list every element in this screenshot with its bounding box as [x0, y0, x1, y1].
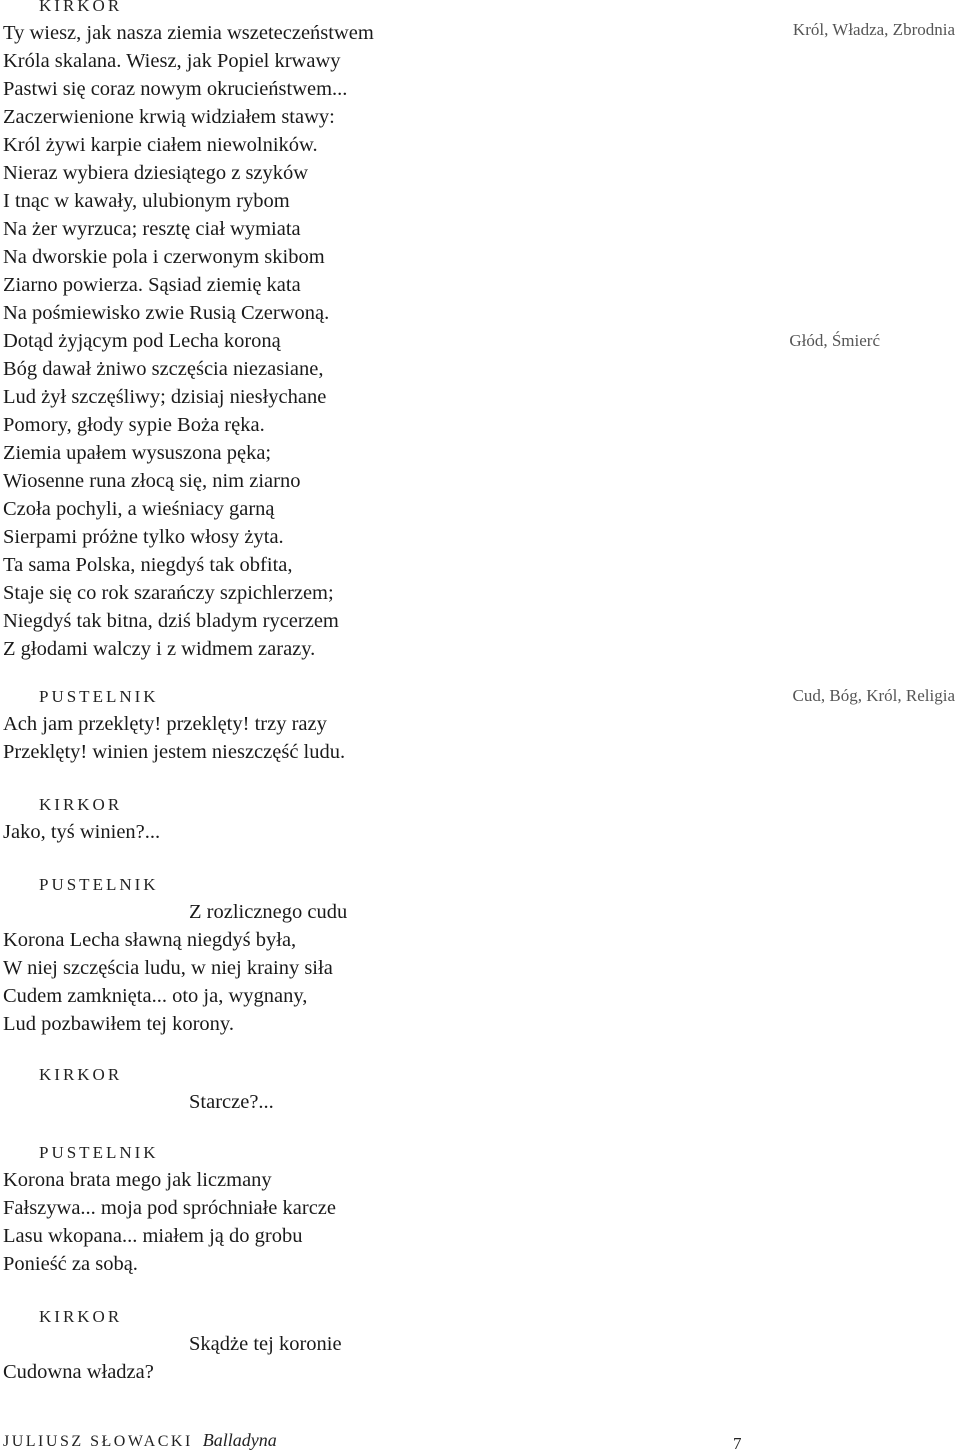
dialogue-block	[3, 684, 345, 766]
text-column	[3, 0, 703, 1383]
verse-line: Fałszywa... moja pod spróchniałe karcze	[3, 1197, 337, 1219]
footer-title: Balladyna	[202, 1430, 277, 1450]
verse-line-indented: Skądże tej koronie	[189, 1333, 342, 1355]
verse-line: Z głodami walczy i z widmem zarazy.	[3, 638, 316, 660]
verse-line: Pomory, głody sypie Boża ręka.	[3, 414, 265, 436]
verse-line: Lud pozbawiłem tej korony.	[3, 1013, 234, 1035]
verse-line: Sierpami próżne tylko włosy żyta.	[3, 526, 284, 548]
speaker-name: PUSTELNIK	[39, 1143, 159, 1162]
footer-author: JULIUSZ SŁOWACKI	[3, 1433, 193, 1450]
verse-line-indented: Starcze?...	[189, 1091, 274, 1113]
verse-line: Korona brata mego jak liczmany	[3, 1169, 272, 1191]
verse-line: Wiosenne runa złocą się, nim ziarno	[3, 470, 301, 492]
verse-line: Przeklęty! winien jestem nieszczęść ludu.	[3, 741, 346, 763]
verse-line: Zaczerwienione krwią widziałem stawy:	[3, 106, 335, 128]
verse-line: W niej szczęścia ludu, w niej krainy siła	[3, 957, 333, 979]
verse-line: Niegdyś tak bitna, dziś bladym rycerzem	[3, 610, 339, 632]
page-footer	[3, 1430, 953, 1452]
dialogue-block	[3, 0, 703, 663]
verse-line: Jako, tyś winien?...	[3, 821, 161, 843]
verse-line: I tnąc w kawały, ulubionym rybom	[3, 190, 290, 212]
verse-line: Ponieść za sobą.	[3, 1253, 138, 1275]
dialogue-block	[3, 792, 160, 846]
speaker-name: KIRKOR	[39, 795, 123, 814]
verse-line: Nieraz wybiera dziesiątego z szyków	[3, 162, 309, 184]
verse-line: Cudem zamknięta... oto ja, wygnany,	[3, 985, 308, 1007]
verse-line: Lud żył szczęśliwy; dzisiaj niesłychane	[3, 386, 327, 408]
verse-line: Na żer wyrzuca; resztę ciał wymiata	[3, 218, 301, 240]
margin-note: Cud, Bóg, Król, Religia	[792, 686, 955, 705]
verse-line: Króla skalana. Wiesz, jak Popiel krwawy	[3, 50, 341, 72]
speaker-name: KIRKOR	[39, 0, 123, 15]
dialogue-block	[3, 1140, 336, 1278]
verse-line: Ta sama Polska, niegdyś tak obfita,	[3, 554, 293, 576]
speaker-name: PUSTELNIK	[39, 687, 159, 706]
speaker-name: KIRKOR	[39, 1307, 123, 1326]
verse-line: Ty wiesz, jak nasza ziemia wszeteczeństwem	[3, 22, 374, 44]
verse-line: Staje się co rok szarańczy szpichlerzem;	[3, 582, 334, 604]
verse-line-indented: Z rozlicznego cudu	[189, 901, 348, 923]
dialogue-block	[3, 1304, 342, 1386]
margin-note: Król, Władza, Zbrodnia	[792, 20, 955, 39]
verse-line: Cudowna władza?	[3, 1361, 154, 1383]
verse-line: Ziemia upałem wysuszona pęka;	[3, 442, 272, 464]
dialogue-block	[3, 1062, 274, 1116]
dialogue-block	[3, 872, 347, 1038]
speaker-name: KIRKOR	[39, 1065, 123, 1084]
verse-line: Korona Lecha sławną niegdyś była,	[3, 929, 297, 951]
verse-line: Na pośmiewisko zwie Rusią Czerwoną.	[3, 302, 330, 324]
verse-line: Dotąd żyjącym pod Lecha koroną	[3, 330, 281, 352]
verse-line: Król żywi karpie ciałem niewolników.	[3, 134, 318, 156]
margin-note: Głód, Śmierć	[789, 331, 880, 350]
verse-line: Bóg dawał żniwo szczęścia niezasiane,	[3, 358, 324, 380]
verse-line: Lasu wkopana... miałem ją do grobu	[3, 1225, 303, 1247]
verse-line: Pastwi się coraz nowym okrucieństwem...	[3, 78, 348, 100]
page-number: 7	[733, 1434, 742, 1453]
verse-line: Czoła pochyli, a wieśniacy garną	[3, 498, 275, 520]
verse-line: Na dworskie pola i czerwonym skibom	[3, 246, 325, 268]
verse-line: Ach jam przeklęty! przeklęty! trzy razy	[3, 713, 327, 735]
speaker-name: PUSTELNIK	[39, 875, 159, 894]
verse-line: Ziarno powierza. Sąsiad ziemię kata	[3, 274, 301, 296]
